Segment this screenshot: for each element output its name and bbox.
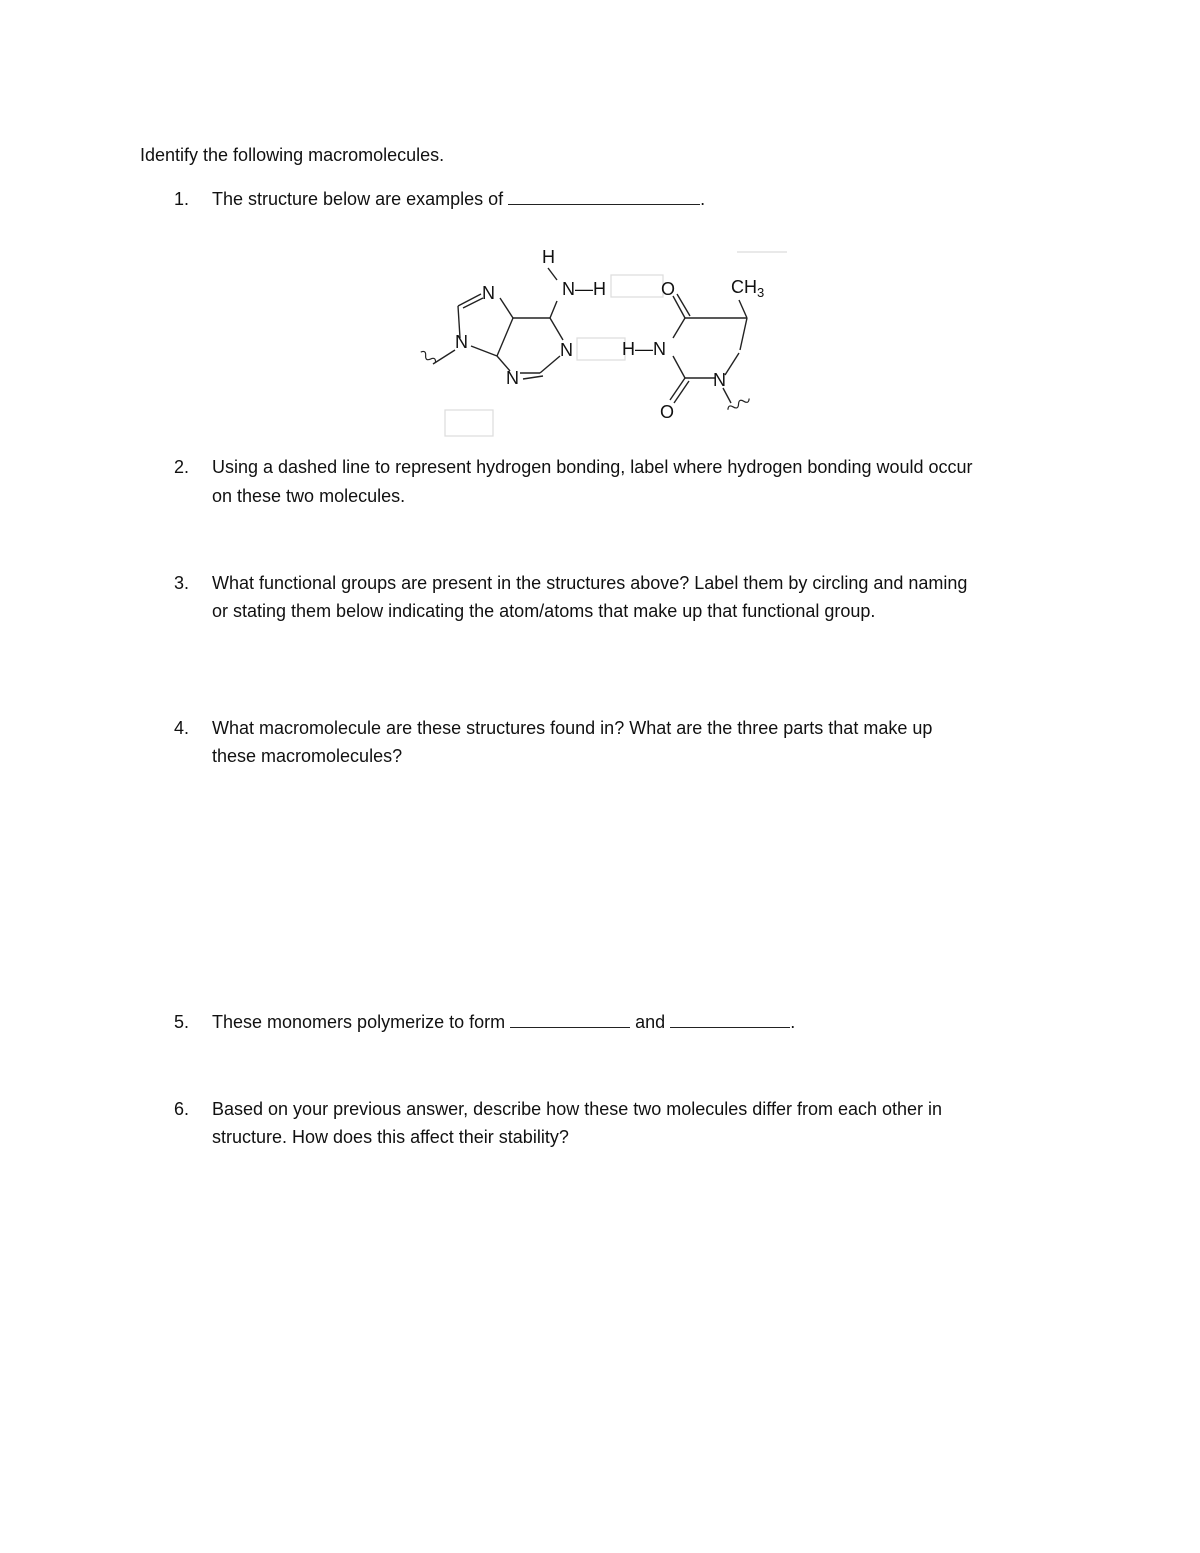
question-text-line: or stating them below indicating the atom/atoms that make up that functional group. [212, 601, 876, 621]
conjunction: and [635, 1012, 666, 1032]
atom-n9: N [455, 332, 468, 352]
question-text-line: these macromolecules? [212, 746, 403, 766]
question-text-line: What macromolecule are these structures found in? What are the three parts that make up [212, 718, 933, 738]
question-text: The structure below are examples of [212, 189, 504, 209]
base-pair-diagram [405, 238, 795, 440]
answer-blank[interactable] [508, 190, 700, 205]
atom-o2: O [660, 402, 675, 422]
question-number: 4. [174, 718, 190, 738]
question-text-line: Using a dashed line to represent hydrogen bonding, label where hydrogen bonding would occur [212, 457, 973, 477]
atom-n1-thymine: N [713, 370, 726, 390]
atom-ch3: $CH_3$ [731, 277, 765, 300]
atom-n-h: N—H [562, 279, 606, 299]
question-number: 2. [174, 457, 190, 477]
question-text-line: What functional groups are present in the structures above? Label them by circling and naming [212, 573, 968, 593]
atom-h-n: H—N [622, 339, 666, 359]
question-text: These monomers polymerize to form [212, 1012, 506, 1032]
atom-o4: O [661, 279, 676, 299]
question-number: 6. [174, 1099, 190, 1119]
question-number: 5. [174, 1012, 190, 1032]
question-text-line: structure. How does this affect their stability? [212, 1127, 569, 1147]
question-text-line: on these two molecules. [212, 486, 406, 506]
question-text-line: Based on your previous answer, describe how these two molecules differ from each other in [212, 1099, 943, 1119]
period: . [700, 189, 706, 209]
period: . [790, 1012, 796, 1032]
atom-n7: N [482, 283, 495, 303]
question-number: 1. [174, 189, 190, 209]
atom-n3: N [506, 368, 519, 388]
worksheet-heading: Identify the following macromolecules. [140, 145, 445, 165]
answer-blank-2[interactable] [670, 1013, 790, 1028]
atom-h-amino: H [542, 247, 555, 267]
answer-blank-1[interactable] [510, 1013, 630, 1028]
atom-n1: N [560, 340, 573, 360]
question-number: 3. [174, 573, 190, 593]
